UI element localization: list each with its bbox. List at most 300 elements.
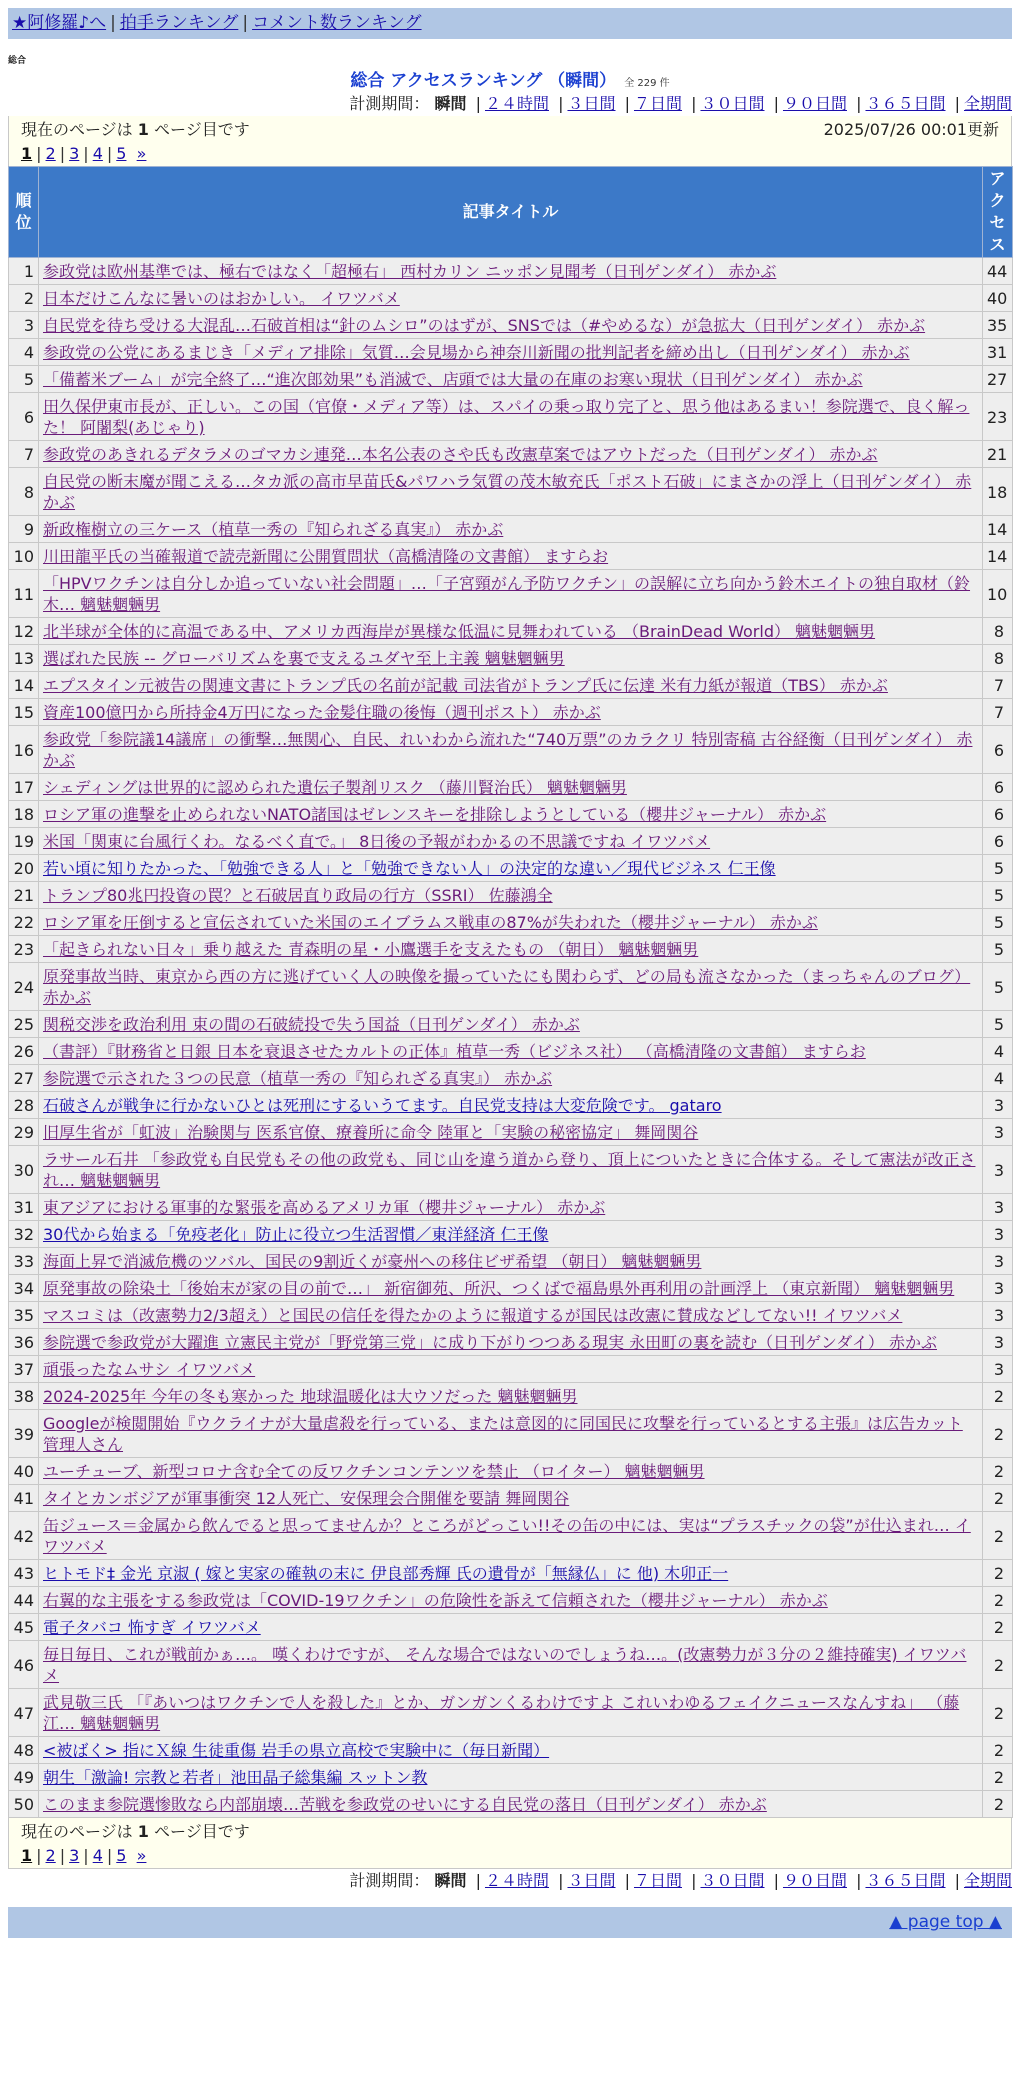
article-link[interactable]: ヒトモド‡ 金光 京淑 ( 嫁と実家の確執の末に 伊良部秀輝 氏の遺骨が「無縁仏」に 他) 木卯正一 <box>43 1564 729 1583</box>
title-cell <box>39 1221 983 1248</box>
pager-status <box>21 118 250 142</box>
title-cell <box>39 1689 983 1737</box>
table-row <box>9 672 1013 699</box>
period-separator: | <box>773 94 779 113</box>
rank-cell: 38 <box>9 1383 39 1410</box>
article-link[interactable]: 参政党のあきれるデタラメのゴマカシ連発…本名公表のさや氏も改憲草案ではアウトだった（日刊ゲンダイ） 赤かぶ <box>43 445 878 464</box>
rank-cell: 49 <box>9 1764 39 1791</box>
article-link[interactable]: 旧厚生省が「虹波」治験関与 医系官僚、療養所に命令 陸軍と「実験の秘密協定」 舞岡関谷 <box>43 1123 699 1142</box>
rank-cell: 28 <box>9 1092 39 1119</box>
page-link-3[interactable]: 3 <box>69 1846 80 1865</box>
period-separator: | <box>624 94 630 113</box>
page-separator: | <box>36 144 42 163</box>
rank-cell: 19 <box>9 828 39 855</box>
access-count-cell: 2 <box>983 1614 1013 1641</box>
access-count-cell: 5 <box>983 1011 1013 1038</box>
category-label: 総合 <box>8 56 27 66</box>
page-next-link[interactable]: » <box>136 1846 147 1865</box>
access-count-cell: 35 <box>983 312 1013 339</box>
title-cell <box>39 1302 983 1329</box>
access-count-cell: 2 <box>983 1458 1013 1485</box>
article-link[interactable]: 参政党は欧州基準では、極右ではなく「超極右」 西村カリン ニッポン見聞考（日刊ゲンダイ） 赤かぶ <box>43 262 777 281</box>
rank-cell: 20 <box>9 855 39 882</box>
access-count-cell: 5 <box>983 909 1013 936</box>
title-cell <box>39 1485 983 1512</box>
article-link[interactable]: マスコミは（改憲勢力2/3超え）と国民の信任を得たかのように報道するが国民は改憲に賛成などしてない!! イワツバメ <box>43 1306 903 1325</box>
access-count-cell: 31 <box>983 339 1013 366</box>
rank-cell: 3 <box>9 312 39 339</box>
title-cell <box>39 1641 983 1689</box>
table-row <box>9 1038 1013 1065</box>
title-cell <box>39 1458 983 1485</box>
article-link[interactable]: 若い頃に知りたかった、「勉強できる人」と「勉強できない人」の決定的な違い／現代ビジネス 仁王像 <box>43 859 776 878</box>
article-link[interactable]: 電子タバコ 怖すぎ イワツバメ <box>43 1618 261 1637</box>
title-cell <box>39 1356 983 1383</box>
rank-cell: 31 <box>9 1194 39 1221</box>
rank-cell: 34 <box>9 1275 39 1302</box>
title-cell <box>39 1038 983 1065</box>
page-link-4[interactable]: 4 <box>92 144 103 163</box>
table-row <box>9 543 1013 570</box>
page-separator: | <box>106 144 113 163</box>
pager-bottom <box>8 1818 1012 1869</box>
title-row <box>8 70 1012 92</box>
rank-cell: 43 <box>9 1560 39 1587</box>
page-top-link[interactable]: ▲ page top ▲ <box>889 1912 1002 1932</box>
header-rank: 順位 <box>9 167 39 258</box>
table-row <box>9 774 1013 801</box>
access-count-cell: 23 <box>983 393 1013 441</box>
table-row <box>9 1221 1013 1248</box>
access-count-cell: 3 <box>983 1248 1013 1275</box>
rank-cell: 12 <box>9 618 39 645</box>
table-row <box>9 618 1013 645</box>
access-count-cell: 3 <box>983 1146 1013 1194</box>
period-label: 計測期間： <box>349 94 430 113</box>
access-count-cell: 5 <box>983 963 1013 1011</box>
rank-cell: 32 <box>9 1221 39 1248</box>
table-row <box>9 1065 1013 1092</box>
title-cell <box>39 1275 983 1302</box>
article-link[interactable]: このまま参院選惨敗なら内部崩壊…苦戦を参政党のせいにする自民党の落日（日刊ゲンダイ） 赤かぶ <box>43 1795 767 1814</box>
period-link-all[interactable]: 全期間 <box>963 1871 1012 1890</box>
title-cell <box>39 516 983 543</box>
title-cell <box>39 1092 983 1119</box>
rank-cell: 15 <box>9 699 39 726</box>
title-cell <box>39 570 983 618</box>
article-link[interactable]: ロシア軍を圧倒すると宣伝されていた米国のエイブラムス戦車の87%が失われた（櫻井ジャーナル） 赤かぶ <box>43 913 818 932</box>
period-separator: | <box>856 1871 862 1890</box>
access-count-cell: 7 <box>983 672 1013 699</box>
pager-status-prefix: 現在のページは <box>21 120 133 139</box>
access-count-cell: 3 <box>983 1194 1013 1221</box>
access-count-cell: 3 <box>983 1356 1013 1383</box>
page-link-4[interactable]: 4 <box>92 1846 103 1865</box>
rank-cell: 2 <box>9 285 39 312</box>
title-cell <box>39 285 983 312</box>
table-row <box>9 441 1013 468</box>
article-link[interactable]: 資産100億円から所持金4万円になった金髪住職の後悔（週刊ポスト） 赤かぶ <box>43 703 601 722</box>
period-link-all[interactable]: 全期間 <box>963 94 1012 113</box>
access-count-cell: 8 <box>983 645 1013 672</box>
period-link-7d[interactable]: ７日間 <box>633 94 682 113</box>
rank-cell: 24 <box>9 963 39 1011</box>
rank-cell: 23 <box>9 936 39 963</box>
access-count-cell: 2 <box>983 1410 1013 1458</box>
article-link[interactable]: 日本だけこんなに暑いのはおかしい。 イワツバメ <box>43 289 400 308</box>
table-row <box>9 936 1013 963</box>
access-count-cell: 8 <box>983 618 1013 645</box>
title-cell <box>39 312 983 339</box>
rank-cell: 5 <box>9 366 39 393</box>
title-cell <box>39 393 983 441</box>
article-link[interactable]: 右翼的な主張をする参政党は「COVID-19ワクチン」の危険性を訴えて信頼された（櫻井ジャーナル） 赤かぶ <box>43 1591 828 1610</box>
title-cell <box>39 1119 983 1146</box>
title-cell <box>39 1410 983 1458</box>
table-row <box>9 645 1013 672</box>
period-link-24h[interactable]: ２４時間 <box>484 94 549 113</box>
table-row <box>9 726 1013 774</box>
table-row <box>9 285 1013 312</box>
article-link[interactable]: 北半球が全体的に高温である中、アメリカ西海岸が異様な低温に見舞われている （BrainDead World） 魑魅魍魎男 <box>43 622 876 641</box>
article-link[interactable]: トランプ80兆円投資の罠？と石破居直り政局の行方（SSRI） 佐藤鴻全 <box>43 886 553 905</box>
access-count-cell: 2 <box>983 1641 1013 1689</box>
table-row <box>9 1248 1013 1275</box>
article-link[interactable]: 原発事故当時、東京から西の方に逃げていく人の映像を撮っていたにも関わらず、どの局も流さなかった（まっちゃんのブログ） 赤かぶ <box>43 967 971 1007</box>
title-cell <box>39 618 983 645</box>
title-cell <box>39 801 983 828</box>
article-link[interactable]: 新政権樹立の三ケース（植草一秀の『知られざる真実』） 赤かぶ <box>43 520 504 539</box>
article-link[interactable]: 東アジアにおける軍事的な緊張を高めるアメリカ軍（櫻井ジャーナル） 赤かぶ <box>43 1198 606 1217</box>
rank-cell: 21 <box>9 882 39 909</box>
access-count-cell: 2 <box>983 1587 1013 1614</box>
access-count-cell: 7 <box>983 699 1013 726</box>
period-separator: | <box>624 1871 630 1890</box>
title-cell <box>39 1614 983 1641</box>
access-count-cell: 2 <box>983 1764 1013 1791</box>
access-count-cell: 3 <box>983 1302 1013 1329</box>
article-link[interactable]: 2024-2025年 今年の冬も寒かった 地球温暖化は大ウソだった 魑魅魍魎男 <box>43 1387 578 1406</box>
title-cell <box>39 909 983 936</box>
page-link-5[interactable]: 5 <box>116 1846 127 1865</box>
top-nav-bar <box>8 8 1012 39</box>
article-link[interactable]: ユーチューブ、新型コロナ含む全ての反ワクチンコンテンツを禁止 （ロイター） 魑魅魍魎男 <box>43 1462 705 1481</box>
access-count-cell: 3 <box>983 1221 1013 1248</box>
rank-cell: 4 <box>9 339 39 366</box>
rank-cell: 8 <box>9 468 39 516</box>
rank-cell: 36 <box>9 1329 39 1356</box>
period-separator: | <box>475 1871 481 1890</box>
article-link[interactable]: 自民党を待ち受ける大混乱…石破首相は“針のムシロ”のはずが、SNSでは（#やめるな）が急拡大（日刊ゲンダイ） 赤かぶ <box>43 316 926 335</box>
table-row <box>9 1119 1013 1146</box>
table-row <box>9 1737 1013 1764</box>
pager-status-suffix: ページ目です <box>154 120 250 139</box>
access-count-cell: 5 <box>983 855 1013 882</box>
title-cell <box>39 468 983 516</box>
table-row <box>9 1458 1013 1485</box>
access-count-cell: 2 <box>983 1737 1013 1764</box>
page-link-3[interactable]: 3 <box>69 144 80 163</box>
article-link[interactable]: エプスタイン元被告の関連文書にトランプ氏の名前が記載 司法省がトランプ氏に伝達 米有力紙が報道（TBS） 赤かぶ <box>43 676 888 695</box>
page-separator: | <box>106 1846 113 1865</box>
rank-cell: 40 <box>9 1458 39 1485</box>
article-link[interactable]: 朝生「激論! 宗教と若者」池田晶子総集編 スットン教 <box>43 1768 428 1787</box>
period-link-365d[interactable]: ３６５日間 <box>865 94 946 113</box>
access-count-cell: 27 <box>983 366 1013 393</box>
table-row <box>9 1587 1013 1614</box>
header-title: 記事タイトル <box>39 167 983 258</box>
period-link-30d[interactable]: ３０日間 <box>700 1871 765 1890</box>
access-count-cell: 2 <box>983 1485 1013 1512</box>
table-row <box>9 1356 1013 1383</box>
table-row <box>9 1329 1013 1356</box>
table-row <box>9 1302 1013 1329</box>
period-separator: | <box>558 1871 564 1890</box>
title-cell <box>39 963 983 1011</box>
rank-cell: 37 <box>9 1356 39 1383</box>
table-row <box>9 963 1013 1011</box>
rank-cell: 42 <box>9 1512 39 1560</box>
article-link[interactable]: 海面上昇で消滅危機のツバル、国民の9割近くが豪州への移住ビザ希望 （朝日） 魑魅魍魎男 <box>43 1252 702 1271</box>
article-link[interactable]: 30代から始まる「免疫老化」防止に役立つ生活習慣／東洋経済 仁王像 <box>43 1225 549 1244</box>
access-count-cell: 14 <box>983 516 1013 543</box>
title-cell <box>39 258 983 285</box>
table-row <box>9 801 1013 828</box>
page-link-2[interactable]: 2 <box>45 144 56 163</box>
page-separator: | <box>83 1846 89 1865</box>
table-row <box>9 1410 1013 1458</box>
access-count-cell: 3 <box>983 1092 1013 1119</box>
access-count-cell: 2 <box>983 1512 1013 1560</box>
period-link-3d[interactable]: ３日間 <box>567 1871 616 1890</box>
access-count-cell: 6 <box>983 801 1013 828</box>
rank-cell: 11 <box>9 570 39 618</box>
article-link[interactable]: 頑張ったなムサシ イワツバメ <box>43 1360 256 1379</box>
article-link[interactable]: 缶ジュース＝金属から飲んでると思ってませんか？ところがどっこい!!その缶の中には、実は“プラスチックの袋”が仕込まれ… イワツバメ <box>43 1516 971 1556</box>
access-count-cell: 2 <box>983 1689 1013 1737</box>
nav-link-comment-ranking[interactable]: コメント数ランキング <box>252 13 422 33</box>
title-cell <box>39 441 983 468</box>
rank-cell: 45 <box>9 1614 39 1641</box>
period-separator: | <box>691 1871 697 1890</box>
title-cell <box>39 1560 983 1587</box>
article-link[interactable]: 「備蓄米ブーム」が完全終了…“進次郎効果”も消滅で、店頭では大量の在庫のお寒い現状（日刊ゲンダイ） 赤かぶ <box>43 370 863 389</box>
article-link[interactable]: ロシア軍の進撃を止められないNATO諸国はゼレンスキーを排除しようとしている（櫻井ジャーナル） 赤かぶ <box>43 805 827 824</box>
pagination-bottom <box>21 1844 999 1868</box>
page-link-5[interactable]: 5 <box>116 144 127 163</box>
rank-cell: 27 <box>9 1065 39 1092</box>
title-cell <box>39 936 983 963</box>
period-link-24h[interactable]: ２４時間 <box>484 1871 549 1890</box>
access-count-cell: 3 <box>983 1119 1013 1146</box>
article-link[interactable]: 参政党「参院議14議席」の衝撃…無関心、自民、れいわから流れた“740万票”のカラクリ 特別寄稿 古谷経衡（日刊ゲンダイ） 赤かぶ <box>43 730 973 770</box>
article-link[interactable]: 参院選で参政党が大躍進 立憲民主党が「野党第三党」に成り下がりつつある現実 永田町の裏を読む（日刊ゲンダイ） 赤かぶ <box>43 1333 937 1352</box>
article-link[interactable]: Googleが検閲開始『ウクライナが大量虐殺を行っている、または意図的に同国民に攻撃を行っているとする主張』は広告カット 管理人さん <box>43 1414 963 1454</box>
access-count-cell: 3 <box>983 1329 1013 1356</box>
table-row <box>9 516 1013 543</box>
period-separator: | <box>691 94 697 113</box>
table-row <box>9 312 1013 339</box>
title-cell <box>39 1065 983 1092</box>
article-link[interactable]: 「起きられない日々」乗り越えた 青森明の星・小鷹選手を支えたもの （朝日） 魑魅魍魎男 <box>43 940 699 959</box>
title-cell <box>39 1764 983 1791</box>
page-next-link[interactable]: » <box>136 144 147 163</box>
access-count-cell: 6 <box>983 774 1013 801</box>
table-row <box>9 1791 1013 1818</box>
period-current: 瞬間 <box>434 1871 467 1890</box>
table-row <box>9 1383 1013 1410</box>
rank-cell: 46 <box>9 1641 39 1689</box>
nav-link-applause-ranking[interactable]: 拍手ランキング <box>119 13 239 33</box>
access-count-cell: 3 <box>983 1275 1013 1302</box>
page-title: 総合 アクセスランキング （瞬間） <box>350 71 617 91</box>
article-link[interactable]: 自民党の断末魔が聞こえる…タカ派の高市早苗氏&パワハラ気質の茂木敏充氏「ポスト石破」にまさかの浮上（日刊ゲンダイ） 赤かぶ <box>43 472 972 512</box>
access-count-cell: 10 <box>983 570 1013 618</box>
period-link-90d[interactable]: ９０日間 <box>782 1871 847 1890</box>
rank-cell: 29 <box>9 1119 39 1146</box>
table-row <box>9 1146 1013 1194</box>
access-count-cell: 2 <box>983 1383 1013 1410</box>
rank-cell: 9 <box>9 516 39 543</box>
article-link[interactable]: （書評）『財務省と日銀 日本を衰退させたカルトの正体』植草一秀（ビジネス社） （高橋清隆の文書館） ますらお <box>43 1042 866 1061</box>
pager-current-number: 1 <box>137 120 149 139</box>
page-separator: | <box>59 144 66 163</box>
article-link[interactable]: 選ばれた民族 -- グローバリズムを裏で支えるユダヤ至上主義 魑魅魍魎男 <box>43 649 565 668</box>
title-cell <box>39 1248 983 1275</box>
table-row <box>9 1275 1013 1302</box>
rank-cell: 7 <box>9 441 39 468</box>
article-link[interactable]: シェディングは世界的に認められた遺伝子製剤リスク （藤川賢治氏） 魑魅魍魎男 <box>43 778 627 797</box>
title-cell <box>39 543 983 570</box>
rank-cell: 10 <box>9 543 39 570</box>
pager-status-suffix: ページ目です <box>154 1822 250 1841</box>
nav-link-asyura[interactable]: ★阿修羅♪へ <box>12 13 107 33</box>
table-row <box>9 1689 1013 1737</box>
title-cell <box>39 1587 983 1614</box>
title-cell <box>39 699 983 726</box>
rank-cell: 35 <box>9 1302 39 1329</box>
period-separator: | <box>773 1871 779 1890</box>
pager-status-bottom <box>21 1822 250 1841</box>
nav-separator: | <box>242 13 249 33</box>
article-link[interactable]: 参院選で示された３つの民意（植草一秀の『知られざる真実』） 赤かぶ <box>43 1069 553 1088</box>
table-row <box>9 882 1013 909</box>
title-cell <box>39 1737 983 1764</box>
title-cell <box>39 1146 983 1194</box>
article-link[interactable]: 原発事故の除染土「後始末が家の目の前で…」 新宿御苑、所沢、つくばで福島県外再利用の計画浮上 （東京新聞） 魑魅魍魎男 <box>43 1279 955 1298</box>
rank-cell: 41 <box>9 1485 39 1512</box>
article-link[interactable]: 田久保伊東市長が、正しい。この国（官僚・メディア等）は、スパイの乗っ取り完了と、思う他はあるまい！参院選で、良く解った！ 阿闍梨(あじゃり) <box>43 397 970 437</box>
table-row <box>9 1614 1013 1641</box>
article-link[interactable]: 武見敬三氏 「『あいつはワクチンで人を殺した』とか、ガンガンくるわけですよ これいわゆるフェイクニュースなんすね」 （藤江… 魑魅魍魎男 <box>43 1693 960 1733</box>
table-row <box>9 1764 1013 1791</box>
period-link-7d[interactable]: ７日間 <box>633 1871 682 1890</box>
title-cell <box>39 828 983 855</box>
title-cell <box>39 366 983 393</box>
table-row <box>9 699 1013 726</box>
title-cell <box>39 339 983 366</box>
page-separator: | <box>59 1846 66 1865</box>
table-row <box>9 366 1013 393</box>
article-link[interactable]: 関税交渉を政治利用 束の間の石破続投で失う国益（日刊ゲンダイ） 赤かぶ <box>43 1015 580 1034</box>
rank-cell: 6 <box>9 393 39 441</box>
title-cell <box>39 672 983 699</box>
rank-cell: 1 <box>9 258 39 285</box>
table-row <box>9 339 1013 366</box>
access-count-cell: 6 <box>983 726 1013 774</box>
pager-current-number: 1 <box>137 1822 149 1841</box>
table-row <box>9 1560 1013 1587</box>
table-row <box>9 909 1013 936</box>
article-link[interactable]: 参政党の公党にあるまじき「メディア排除」気質…会見場から神奈川新聞の批判記者を締め出し（日刊ゲンダイ） 赤かぶ <box>43 343 910 362</box>
header-access: アクセス <box>983 167 1013 258</box>
rank-cell: 16 <box>9 726 39 774</box>
rank-cell: 25 <box>9 1011 39 1038</box>
access-count-cell: 5 <box>983 936 1013 963</box>
period-link-3d[interactable]: ３日間 <box>567 94 616 113</box>
updated-timestamp: 2025/07/26 00:01更新 <box>823 120 999 139</box>
period-link-90d[interactable]: ９０日間 <box>782 94 847 113</box>
article-link[interactable]: ラサール石井 「参政党も自民党もその他の政党も、同じ山を違う道から登り、頂上についたときに合体する。そして憲法が改正され… 魑魅魍魎男 <box>43 1150 976 1190</box>
title-cell <box>39 726 983 774</box>
period-link-365d[interactable]: ３６５日間 <box>865 1871 946 1890</box>
access-count-cell: 5 <box>983 882 1013 909</box>
rank-cell: 44 <box>9 1587 39 1614</box>
table-row <box>9 1092 1013 1119</box>
rank-cell: 18 <box>9 801 39 828</box>
article-link[interactable]: 毎日毎日、これが戦前かぁ…。 嘆くわけですが、 そんな場合ではないのでしょうね…。(改憲勢力が３分の２維持確実) イワツバメ <box>43 1645 967 1685</box>
rank-cell: 39 <box>9 1410 39 1458</box>
nav-separator: | <box>110 13 116 33</box>
article-link[interactable]: 川田龍平氏の当確報道で読売新聞に公開質問状（高橋清隆の文書館） ますらお <box>43 547 609 566</box>
rank-cell: 30 <box>9 1146 39 1194</box>
access-count-cell: 4 <box>983 1065 1013 1092</box>
article-link[interactable]: タイとカンボジアが軍事衝突 12人死亡、安保理会合開催を要請 舞岡関谷 <box>43 1489 570 1508</box>
article-link[interactable]: 米国「関東に台風行くわ。なるべく直で。」 8日後の予報がわかるの不思議ですね イワツバメ <box>43 832 711 851</box>
pager-status-row <box>21 118 999 142</box>
page-link-2[interactable]: 2 <box>45 1846 56 1865</box>
total-count: 全 229 件 <box>624 78 670 89</box>
rank-cell: 26 <box>9 1038 39 1065</box>
period-separator: | <box>954 94 960 113</box>
page-link-current[interactable]: 1 <box>21 144 33 163</box>
period-link-30d[interactable]: ３０日間 <box>700 94 765 113</box>
page-link-current[interactable]: 1 <box>21 1846 33 1865</box>
rank-cell: 14 <box>9 672 39 699</box>
period-selector-top <box>8 92 1012 116</box>
title-cell <box>39 1383 983 1410</box>
pager-top <box>8 116 1012 166</box>
ranking-table <box>8 166 1013 1818</box>
title-cell <box>39 882 983 909</box>
rank-cell: 22 <box>9 909 39 936</box>
rank-cell: 47 <box>9 1689 39 1737</box>
article-link[interactable]: 石破さんが戦争に行かないひとは死刑にするいうてます。自民党支持は大変危険です。 gataro <box>43 1096 722 1115</box>
ranking-table-body <box>9 258 1013 1818</box>
rank-cell: 48 <box>9 1737 39 1764</box>
period-separator: | <box>475 94 481 113</box>
article-link[interactable]: <被ばく> 指にＸ線 生徒重傷 岩手の県立高校で実験中に（毎日新聞） <box>43 1741 550 1760</box>
table-row <box>9 570 1013 618</box>
table-row <box>9 258 1013 285</box>
article-link[interactable]: 「HPVワクチンは自分しか追っていない社会問題」…「子宮頸がん予防ワクチン」の誤解に立ち向かう鈴木エイトの独自取材（鈴木… 魑魅魍魎男 <box>43 574 971 614</box>
rank-cell: 33 <box>9 1248 39 1275</box>
period-separator: | <box>558 94 564 113</box>
access-count-cell: 18 <box>983 468 1013 516</box>
table-row <box>9 1011 1013 1038</box>
pager-status-row-bottom <box>21 1820 999 1844</box>
rank-cell: 17 <box>9 774 39 801</box>
